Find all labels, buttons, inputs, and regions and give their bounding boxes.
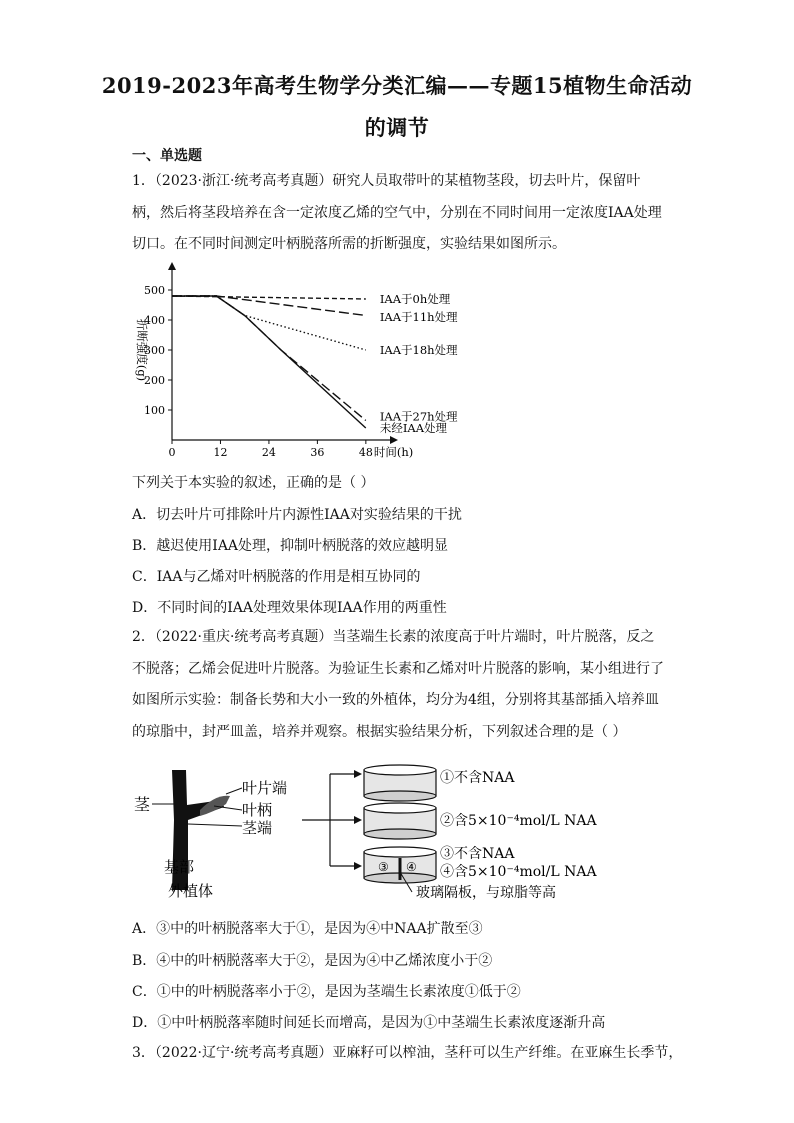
arrowhead-bottom bbox=[354, 862, 362, 870]
page-title: 2019-2023年高考生物学分类汇编——专题15植物生命活动 bbox=[101, 73, 693, 98]
chart-ticks bbox=[144, 284, 373, 459]
dish-1-label: ①不含NAA bbox=[440, 770, 515, 786]
q2-stem: 2．（2022·重庆·统考高考真题）当茎端生长素的浓度高于叶片端时，叶片脱落，反之不脱落；乙烯会促进叶片脱落。为验证生长素和乙烯对叶片脱落的影响，某小组进行了如图所示实验：制备长势和大小一致的外植体，均分为4组，分别将其基部插入培养皿的琼脂中，封严皿盖，培养并观察。根据实验结果分析，下列叙述合理的是（ ） bbox=[132, 629, 664, 740]
q2-option-d[interactable]: D．①中叶柄脱落率随时间延长而增高，是因为①中茎端生长素浓度逐渐升高 bbox=[132, 1015, 606, 1031]
x-tick-label: 0 bbox=[168, 446, 176, 459]
stem-label: 茎 bbox=[134, 795, 151, 814]
x-axis-label: 时间(h) bbox=[373, 445, 414, 459]
dish-2 bbox=[364, 803, 436, 839]
q1-stem: 1．（2023·浙江·统考高考真题）研究人员取带叶的某植物茎段，切去叶片，保留叶柄，然后将茎段培养在含一定浓度乙烯的空气中，分别在不同时间用一定浓度IAA处理切口。在不同时间测定叶柄脱落所需的折断强度，实验结果如图所示。 bbox=[132, 173, 662, 252]
explant-label: 外植体 bbox=[168, 882, 214, 900]
glass-label: 玻璃隔板，与琼脂等高 bbox=[416, 885, 556, 901]
series-label-4: 未经IAA处理 bbox=[379, 421, 448, 435]
y-tick-label: 400 bbox=[144, 314, 165, 327]
dish-2-label: ②含5×10⁻⁴mol/L NAA bbox=[440, 813, 597, 829]
x-tick-label: 48 bbox=[358, 446, 373, 459]
x-tick-label: 12 bbox=[213, 446, 228, 459]
dish-3-compartment-4: ④ bbox=[406, 860, 417, 874]
dish-3-label-a: ③不含NAA bbox=[440, 846, 515, 862]
series-label-1: IAA于11h处理 bbox=[379, 310, 458, 324]
y-tick-label: 300 bbox=[144, 344, 165, 357]
y-axis-arrow bbox=[168, 262, 176, 270]
q1-chart bbox=[130, 262, 470, 462]
label-line-stemend bbox=[188, 824, 242, 826]
q2-option-b[interactable]: B．④中的叶柄脱落率大于②，是因为④中乙烯浓度小于② bbox=[132, 953, 493, 969]
series-label-3: IAA于27h处理 bbox=[379, 409, 458, 424]
y-tick-label: 500 bbox=[144, 284, 165, 297]
arrowhead-top bbox=[354, 770, 362, 778]
y-tick-label: 200 bbox=[144, 374, 165, 387]
q1-option-a[interactable]: A．切去叶片可排除叶片内源性IAA对实验结果的干扰 bbox=[132, 507, 462, 523]
series-label-2: IAA于18h处理 bbox=[379, 343, 458, 357]
chart-labels bbox=[135, 292, 458, 459]
q2-option-a[interactable]: A．③中的叶柄脱落率大于①，是因为④中NAA扩散至③ bbox=[132, 921, 483, 937]
x-axis-arrow bbox=[390, 436, 398, 444]
dish-1 bbox=[364, 765, 436, 801]
leaf-end-label: 叶片端 bbox=[242, 779, 288, 797]
q1-option-d[interactable]: D．不同时间的IAA处理效果体现IAA作用的两重性 bbox=[132, 600, 447, 616]
label-line-leaf bbox=[226, 788, 242, 794]
q1-option-b[interactable]: B．越迟使用IAA处理，抑制叶柄脱落的效应越明显 bbox=[132, 538, 449, 554]
chart-series bbox=[172, 296, 366, 428]
page-title-line2: 的调节 bbox=[364, 115, 430, 140]
series-line-4 bbox=[172, 296, 366, 428]
series-label-0: IAA于0h处理 bbox=[379, 292, 451, 306]
x-tick-label: 24 bbox=[261, 446, 276, 459]
q2-figure bbox=[130, 760, 630, 910]
series-line-2 bbox=[172, 296, 366, 350]
chart-axes bbox=[168, 262, 398, 444]
q1-question: 下列关于本实验的叙述，正确的是（ ） bbox=[132, 475, 375, 491]
section-heading: 一、单选题 bbox=[132, 148, 202, 164]
dish-3 bbox=[364, 847, 436, 883]
y-tick-label: 100 bbox=[144, 404, 165, 417]
dish-3-label-b: ④含5×10⁻⁴mol/L NAA bbox=[440, 864, 597, 880]
base-label: 基部 bbox=[164, 858, 195, 876]
q1-option-c[interactable]: C．IAA与乙烯对叶柄脱落的作用是相互协同的 bbox=[132, 569, 421, 585]
dish-3-compartment-3: ③ bbox=[378, 860, 389, 874]
arrowhead-mid bbox=[354, 816, 362, 824]
stem-end-label: 茎端 bbox=[242, 819, 273, 837]
q2-option-c[interactable]: C．①中的叶柄脱落率小于②，是因为茎端生长素浓度①低于② bbox=[132, 984, 521, 1000]
petiole-label: 叶柄 bbox=[242, 801, 273, 819]
q3-stem: 3．（2022·辽宁·统考高考真题）亚麻籽可以榨油，茎秆可以生产纤维。在亚麻生长季节， bbox=[132, 1045, 683, 1061]
x-tick-label: 36 bbox=[310, 446, 325, 459]
y-axis-label: 折断强度(g) bbox=[135, 318, 149, 382]
